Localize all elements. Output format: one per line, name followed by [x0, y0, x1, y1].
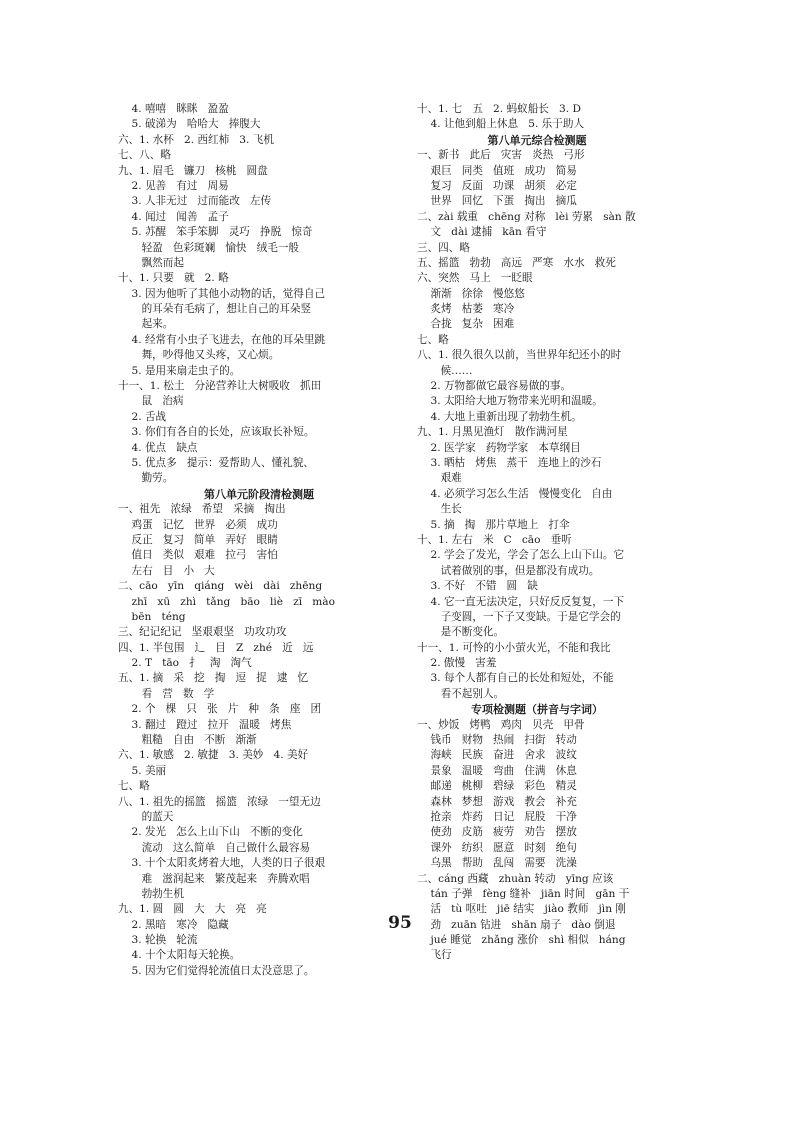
answer-line: 九、1. 圆 圆 大 大 亮 亮: [118, 903, 267, 916]
answer-line: jué 睡觉 zhǎng 涨价 shì 相似 háng: [417, 934, 626, 947]
answer-line: 3. 人非无过 过而能改 左传: [118, 195, 272, 208]
answer-line: 渐渐 徐徐 慢悠悠: [417, 287, 525, 300]
answer-line: 七、略: [118, 780, 150, 793]
answer-line: 生长: [417, 503, 462, 516]
answer-line: 钱币 财物 热闹 扫街 转动: [417, 734, 577, 747]
answer-line: 是不断变化。: [417, 626, 505, 639]
answer-line: 2. 发光 怎么上山下山 不断的变化: [118, 826, 303, 839]
answer-line: 飞行: [417, 949, 452, 962]
answer-line: 二、zài 载重 chēng 对称 lèi 劳累 sàn 散: [417, 210, 636, 223]
answer-line: 十、1. 左右 米 C cāo 垂听: [417, 533, 572, 546]
answer-line: 十、1. 只要 就 2. 略: [118, 272, 229, 285]
answer-line: 劲 zuān 钻进 shān 扇子 dào 倒退: [417, 918, 616, 931]
answer-line: 3. 不好 不错 圆 缺: [417, 580, 538, 593]
answer-line: 2. 见善 有过 周易: [118, 179, 229, 192]
answer-line: 4. 大地上重新出现了勃勃生机。: [417, 410, 582, 423]
answer-line: 一、新书 此后 灾害 炎热 弓形: [417, 149, 585, 162]
answer-line: 3. 因为他听了其他小动物的话，觉得自己: [118, 287, 326, 300]
answer-line: 4. 必须学习怎么生活 慢慢变化 自由: [417, 487, 613, 500]
answer-line: 九、1. 眉毛 镰刀 核桃 圆盘: [118, 164, 268, 177]
answer-line: 轻盈 色彩斑斓 愉快 绒毛一般: [118, 241, 300, 254]
answer-line: 六、1. 水杯 2. 西红柿 3. 飞机: [118, 133, 274, 146]
answer-line: 鸡蛋 记忆 世界 必须 成功: [118, 518, 278, 531]
answer-line: 使劲 皮筋 疲劳 劝告 摆放: [417, 826, 577, 839]
answer-line: 七、八、略: [118, 149, 171, 162]
page-number: 95: [388, 913, 412, 933]
answer-line: 粗糙 自由 不断 渐渐: [118, 734, 257, 747]
answer-line: 九、1. 月黑见渔灯 散作满河星: [417, 426, 568, 439]
answer-column-left: [118, 102, 400, 979]
answer-line: 艰巨 同类 值班 成功 简易: [417, 164, 577, 177]
answer-line: 世界 回忆 下蛋 掏出 摘瓜: [417, 195, 577, 208]
answer-line: 炙烤 枯萎 寒冷: [417, 303, 515, 316]
answer-line: 值日 类似 艰难 拉弓 害怕: [118, 549, 278, 562]
answer-column-right: [417, 102, 657, 964]
answer-line: 2. 傲慢 害羞: [417, 657, 497, 670]
answer-line: 八、1. 很久很久以前，当世界年纪还小的时: [417, 349, 622, 362]
answer-line: 文 dài 逮捕 kān 看守: [417, 226, 547, 239]
answer-line: 起来。: [118, 318, 174, 331]
answer-line: 候……: [417, 364, 473, 377]
answer-line: 4. 闻过 闻善 孟子: [118, 210, 229, 223]
answer-line: 4. 十个太阳每天轮换。: [118, 949, 241, 962]
answer-line: bēn téng: [118, 610, 186, 623]
answer-line: 难 滋润起来 繁茂起来 奔腾欢唱: [118, 872, 310, 885]
answer-line: 4. 经常有小虫子飞进去，在他的耳朵里跳: [118, 333, 326, 346]
answer-line: 3. 每个人都有自己的长处和短处，不能: [417, 672, 614, 685]
answer-line: 景象 温暖 弯曲 住满 休息: [417, 764, 577, 777]
answer-line: 5. 摘 掏 那片草地上 打伞: [417, 518, 570, 531]
answer-line: 的蓝天: [118, 810, 174, 823]
answer-line: 3. 你们有各自的长处，应该取长补短。: [118, 426, 315, 439]
answer-line: 看 营 数 学: [118, 687, 215, 700]
answer-line: 舞，吵得他又头疼，又心烦。: [118, 349, 280, 362]
answer-line: 2. 学会了发光，学会了怎么上山下山。它: [417, 549, 625, 562]
answer-line: 的耳朵有毛病了，想让自己的耳朵竖: [118, 303, 312, 316]
answer-line: 子变圆，一下子又变缺。于是它学会的: [417, 610, 621, 623]
answer-line: 勃勃生机: [118, 887, 184, 900]
answer-line: 课外 纺织 愿意 时刻 绝句: [417, 841, 577, 854]
answer-line: 3. 翻过 蹬过 拉开 温暖 烤焦: [118, 718, 292, 731]
answer-line: 3. 晒枯 烤焦 蒸干 连地上的沙石: [417, 456, 602, 469]
answer-line: 4. 优点 缺点: [118, 441, 198, 454]
answer-line: 复习 反面 功课 胡须 必定: [417, 179, 577, 192]
answer-line: 邮递 桃柳 碧绿 彩色 精灵: [417, 780, 577, 793]
answer-line: 乌黑 帮助 乱闯 需要 洗澡: [417, 857, 577, 870]
answer-line: 森林 梦想 游戏 教会 补充: [417, 795, 577, 808]
answer-line: 六、突然 马上 一眨眼: [417, 272, 533, 285]
section-heading: 专项检测题（拼音与字词）: [471, 703, 603, 717]
answer-line: 2. 万物都做它最容易做的事。: [417, 380, 572, 393]
answer-line: 五、摇篮 勃勃 高远 严寒 水水 救死: [417, 256, 616, 269]
answer-line: 4. 它一直无法决定，只好反反复复，一下: [417, 595, 625, 608]
answer-line: 六、1. 敏感 2. 敏捷 3. 美妙 4. 美好: [118, 749, 309, 762]
answer-line: 二、cāo yīn qiáng wèi dài zhēng: [118, 580, 323, 593]
answer-line: 八、1. 祖先的摇篮 摇篮 浓绿 一望无边: [118, 795, 321, 808]
answer-line: 2. T tāo 扌 淘 淘气: [118, 657, 252, 670]
answer-line: 流动 这么简单 自己做什么最容易: [118, 841, 311, 854]
answer-line: 5. 优点多 提示：爱帮助人、懂礼貌、: [118, 456, 314, 469]
answer-line: 2. 个 棵 只 张 片 种 条 座 团: [118, 703, 322, 716]
answer-line: 2. 医学家 药物学家 本草纲目: [417, 441, 581, 454]
answer-line: zhī xū zhì tǎng bāo liè zī mào: [118, 595, 335, 608]
answer-line: 合拢 复杂 困难: [417, 318, 515, 331]
answer-line: 5. 破涕为 哈哈大 捧腹大: [118, 118, 261, 131]
answer-line: 5. 是用来扇走虫子的。: [118, 364, 241, 377]
answer-line: 三、纪记纪记 坚艰艰坚 功攻功攻: [118, 626, 287, 639]
answer-line: 4. 嘻嘻 眯眯 盈盈: [118, 103, 229, 115]
answer-line: 2. 舌战: [118, 410, 167, 423]
answer-line: 看不起别人。: [417, 687, 505, 700]
answer-line: 活 tù 呕吐 jiē 结实 jiào 教师 jìn 刚: [417, 903, 626, 916]
answer-line: 抢亲 炸药 日记 屁股 干净: [417, 810, 577, 823]
answer-line: 飘然而起: [118, 256, 184, 269]
answer-line: 一、炒饭 烤鸭 鸡肉 贝壳 甲骨: [417, 718, 585, 731]
answer-line: 3. 十个太阳炙烤着大地，人类的日子很艰: [118, 857, 326, 870]
answer-line: 十一、1. 松土 分泌营养让大树吸收 抓田: [118, 380, 322, 393]
answer-line: 反正 复习 简单 弄好 眼睛: [118, 533, 278, 546]
answer-line: 5. 因为它们觉得轮流值日太没意思了。: [118, 964, 315, 977]
section-heading: 第八单元阶段清检测题: [204, 487, 314, 501]
answer-line: 海峡 民族 奋进 舍求 波纹: [417, 749, 577, 762]
answer-line: 4. 让他到船上休息 5. 乐于助人: [417, 118, 585, 131]
answer-line: 四、1. 半包围 辶 目 Z zhé 近 远: [118, 641, 314, 654]
answer-line: 五、1. 摘 采 挖 掏 逗 捉 逮 忆: [118, 672, 309, 685]
answer-line: 十一、1. 可怜的小小萤火光，不能和我比: [417, 641, 611, 654]
answer-line: 试着做别的事，但是都没有成功。: [417, 564, 600, 577]
answer-line: 十、1. 七 五 2. 蚂蚁船长 3. D: [417, 103, 581, 115]
answer-line: 鼠 治病: [118, 395, 184, 408]
answer-line: tán 子弹 fèng 缝补 jiān 时间 gān 干: [417, 887, 630, 900]
answer-line: 5. 美丽: [118, 764, 167, 777]
answer-line: 勤劳。: [118, 472, 174, 485]
answer-line: 三、四、略: [417, 241, 470, 254]
answer-line: 一、祖先 浓绿 希望 采摘 掏出: [118, 503, 286, 516]
answer-line: 2. 黑暗 寒冷 隐藏: [118, 918, 229, 931]
section-heading: 第八单元综合检测题: [487, 133, 587, 147]
answer-line: 3. 轮换 轮流: [118, 934, 198, 947]
answer-line: 二、cáng 西藏 zhuàn 转动 yīng 应该: [417, 872, 614, 885]
answer-line: 七、略: [417, 333, 449, 346]
answer-line: 5. 苏醒 笨手笨脚 灵巧 挣脱 惊奇: [118, 226, 313, 239]
answer-line: 左右 目 小 大: [118, 564, 215, 577]
answer-line: 艰难: [417, 472, 462, 485]
answer-line: 3. 太阳给大地万物带来光明和温暖。: [417, 395, 603, 408]
